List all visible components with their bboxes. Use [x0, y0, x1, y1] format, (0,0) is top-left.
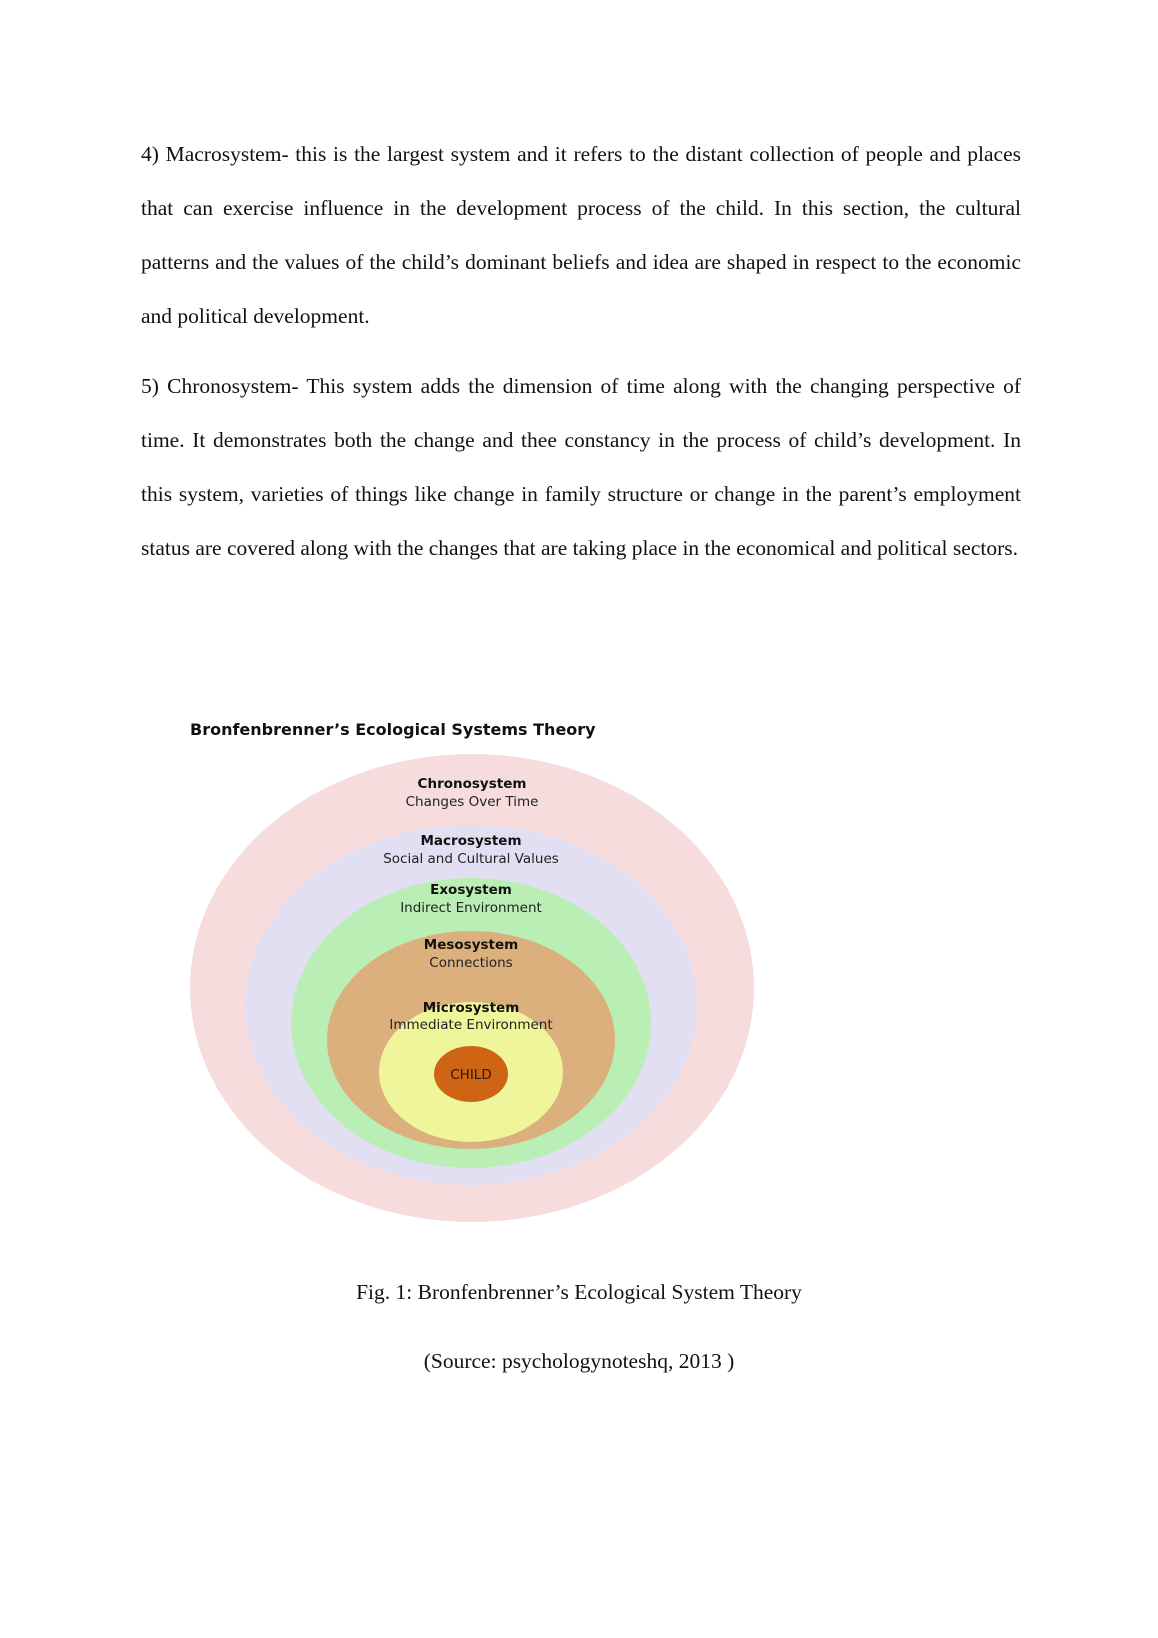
ecological-systems-figure — [160, 710, 800, 1230]
exosystem-label: Exosystem — [430, 882, 512, 898]
microsystem-label: Microsystem — [422, 1000, 520, 1016]
macrosystem-label: Macrosystem — [420, 833, 522, 849]
macrosystem-desc: Social and Cultural Values — [383, 851, 559, 867]
microsystem-desc: Immediate Environment — [389, 1017, 553, 1033]
figure-caption: Fig. 1: Bronfenbrenner’s Ecological System Theory — [356, 1280, 802, 1304]
paragraph-chronosystem: 5) Chronosystem- This system adds the dimension of time along with the changing perspective of time. It demonstrates both the change and thee constancy in the process of child’s development. In this system, varieties of things like change in family structure or change in the parent’s employment status are covered along with the changes that are taking place in the economical and political sectors. — [141, 374, 1021, 560]
exosystem-desc: Indirect Environment — [400, 900, 542, 916]
mesosystem-label: Mesosystem — [423, 937, 519, 953]
mesosystem-desc: Connections — [429, 955, 513, 971]
ecological-systems-diagram — [160, 710, 800, 1230]
chronosystem-label: Chronosystem — [417, 776, 527, 792]
paragraph-macrosystem: 4) Macrosystem- this is the largest system and it refers to the distant collection of people and places that can exercise influence in the development process of the child. In this section, the cultural patterns and the values of the child’s dominant beliefs and idea are shaped in respect to the economic and political development. — [141, 142, 1021, 328]
chronosystem-desc: Changes Over Time — [405, 794, 539, 810]
child-label: CHILD — [450, 1067, 492, 1083]
diagram-title: Bronfenbrenner’s Ecological Systems Theory — [190, 720, 596, 739]
figure-source: (Source: psychologynoteshq, 2013 ) — [423, 1349, 735, 1373]
